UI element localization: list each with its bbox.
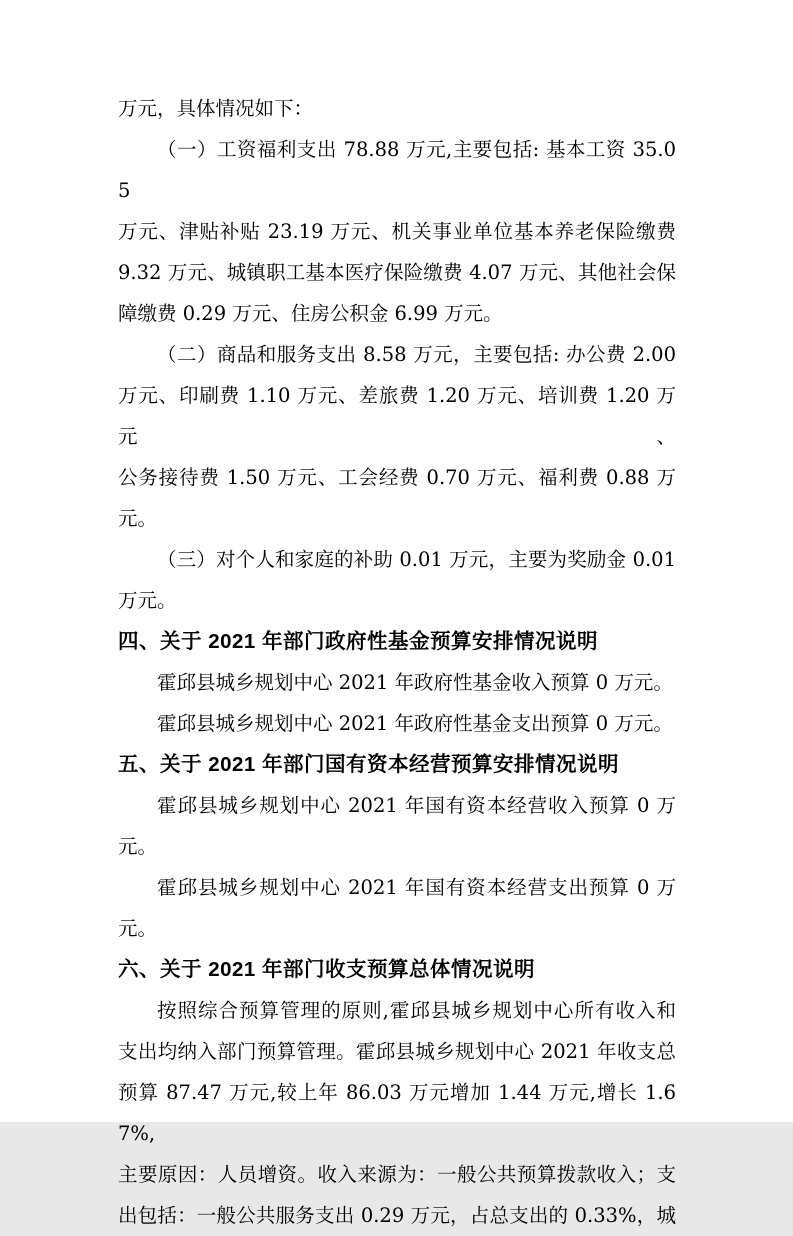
text-line: 霍邱县城乡规划中心 2021 年政府性基金支出预算 0 万元。 [157, 712, 673, 735]
text-line: 障缴费 0.29 万元、住房公积金 6.99 万元。 [118, 302, 503, 325]
text-line: 预算 87.47 万元,较上年 86.03 万元增加 1.44 万元,增长 1.67%, [118, 1081, 676, 1145]
paragraph [118, 990, 676, 1236]
text-line: （一）工资福利支出 78.88 万元,主要包括: 基本工资 35.05 [118, 138, 676, 202]
section-heading [118, 949, 676, 990]
text-line: 出包括：一般公共服务支出 0.29 万元，占总支出的 0.33%，城 [118, 1204, 676, 1227]
paragraph [118, 785, 676, 867]
text-line: 万元，具体情况如下： [118, 97, 314, 120]
text-line: 支出均纳入部门预算管理。霍邱县城乡规划中心 2021 年收支总 [118, 1040, 676, 1063]
text-line: 9.32 万元、城镇职工基本医疗保险缴费 4.07 万元、其他社会保 [118, 261, 676, 284]
paragraph [118, 662, 676, 703]
paragraph [118, 539, 676, 621]
section-heading [118, 621, 676, 662]
section-heading [118, 744, 676, 785]
text-line: 万元。 [118, 589, 177, 612]
text-line: 万元、印刷费 1.10 万元、差旅费 1.20 万元、培训费 1.20 万元、 [118, 384, 676, 448]
text-line: 霍邱县城乡规划中心 2021 年政府性基金收入预算 0 万元。 [157, 671, 673, 694]
paragraph [118, 703, 676, 744]
text-line: 五、关于 2021 年部门国有资本经营预算安排情况说明 [118, 753, 619, 776]
paragraph [118, 88, 676, 129]
text-line: 六、关于 2021 年部门收支预算总体情况说明 [118, 958, 535, 981]
paragraph [118, 867, 676, 949]
text-line: 霍邱县城乡规划中心 2021 年国有资本经营收入预算 0 万元。 [118, 794, 676, 858]
text-line: 主要原因：人员增资。收入来源为：一般公共预算拨款收入；支 [118, 1163, 676, 1186]
paragraph [118, 334, 676, 539]
text-line: 按照综合预算管理的原则,霍邱县城乡规划中心所有收入和 [157, 999, 676, 1022]
text-line: 公务接待费 1.50 万元、工会经费 0.70 万元、福利费 0.88 万元。 [118, 466, 676, 530]
text-line: 霍邱县城乡规划中心 2021 年国有资本经营支出预算 0 万元。 [118, 876, 676, 940]
text-line: （三）对个人和家庭的补助 0.01 万元，主要为奖励金 0.01 [157, 548, 676, 571]
text-line: 万元、津贴补贴 23.19 万元、机关事业单位基本养老保险缴费 [118, 220, 676, 243]
text-line: （二）商品和服务支出 8.58 万元，主要包括: 办公费 2.00 [157, 343, 676, 366]
text-line: 四、关于 2021 年部门政府性基金预算安排情况说明 [118, 630, 598, 653]
paragraph [118, 129, 676, 334]
